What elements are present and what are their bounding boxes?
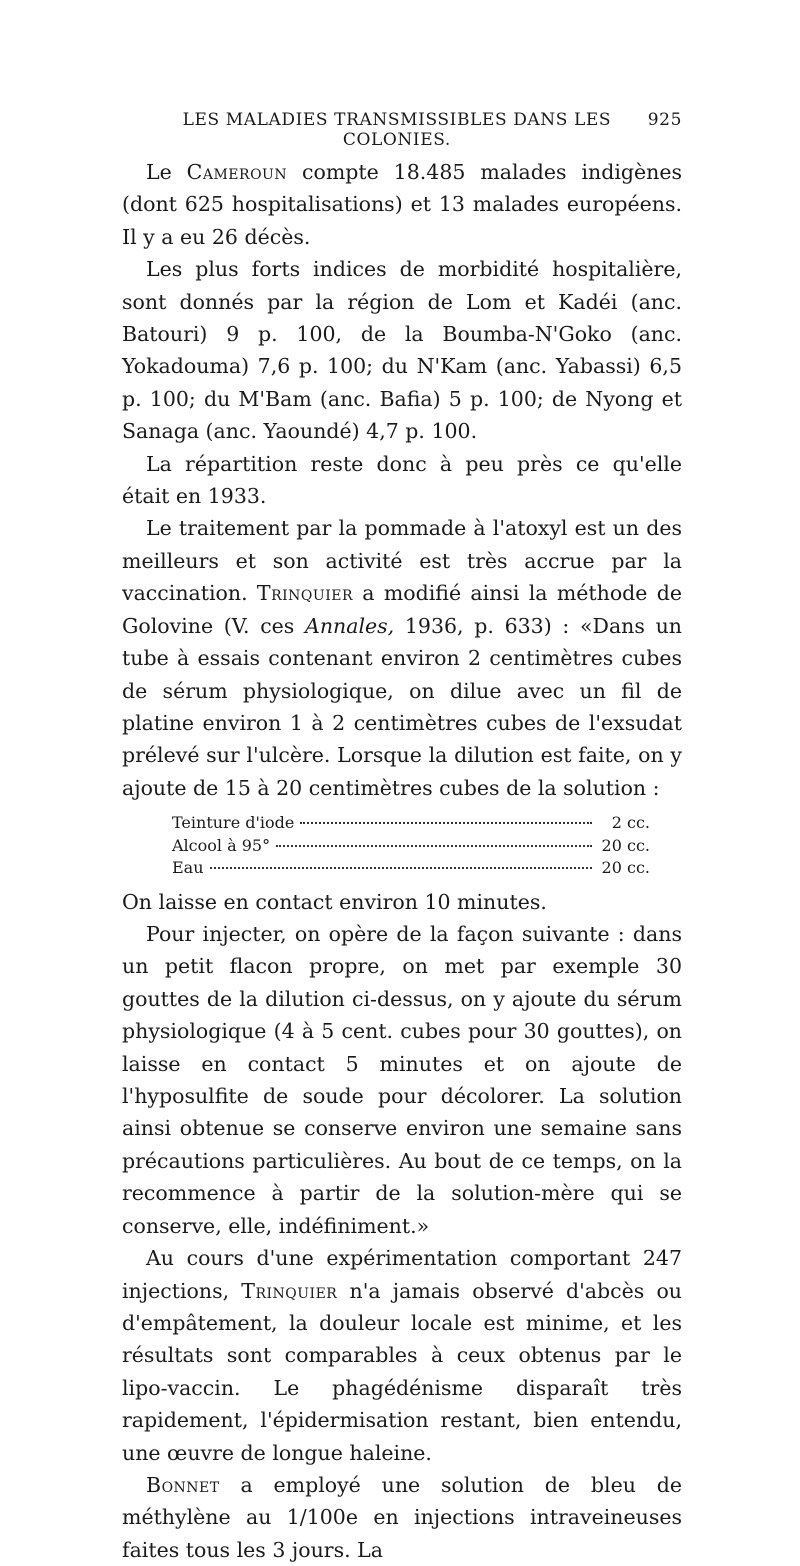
ingredient-name: Alcool à 95° [172,835,271,855]
paragraph-experiment: Au cours d'une expérimentation comportant 247 injections, Trinquier n'a jamais observé d'abcès ou d'empâtement, la douleur locale est minime, et les résultats sont comparables à ceux obtenus par le lipo-vaccin. Le phagédénisme disparaît très rapidement, l'épidermisation restant, bien entendu, une œuvre de longue haleine. [122,1246,682,1465]
ingredient-qty: 20 cc. [601,835,650,855]
document-page [122,110,682,1566]
paragraph-bonnet: Bonnet a employé une solution de bleu de méthylène au 1/100e en injections intraveineuses faites tous les 3 jours. La [122,1472,682,1562]
ingredient-qty: 2 cc. [611,813,650,833]
paragraph-contact: On laisse en contact environ 10 minutes. [122,889,547,914]
journal-title: Annales, [305,613,395,638]
leader-dots [210,867,592,869]
page-number: 925 [647,110,682,130]
leader-dots [300,822,592,824]
paragraph-morbidity: Les plus forts indices de morbidité hospitalière, sont donnés par la région de Lom et Kadéi (anc. Batouri) 9 p. 100, de la Boumba-N'Goko (anc. Yokadouma) 7,6 p. 100; du N'Kam (anc. Yabassi) 6,5 p. 100; du M'Bam (anc. Bafia) 5 p. 100; de Nyong et Sanaga (anc. Yaoundé) 4,7 p. 100. [122,257,682,444]
recipe-row [172,857,650,880]
leader-dots [276,845,592,847]
paragraph-injection: Pour injecter, on opère de la façon suivante : dans un petit flacon propre, on met par exemple 30 gouttes de la dilution ci-dessus, on y ajoute du sérum physiologique (4 à 5 cent. cubes pour 30 gouttes), on laisse en contact 5 minutes et on ajoute de l'hyposulfite de soude pour décolorer. La solution ainsi obtenue se conserve environ une semaine sans précautions particulières. Au bout de ce temps, on la recommence à partir de la solution-mère qui se conserve, elle, indéfiniment.» [122,922,682,1238]
paragraph-cameroun: Le Cameroun compte 18.485 malades indigènes (dont 625 hospitalisations) et 13 malades européens. Il y a eu 26 décès. [122,160,683,249]
ingredient-name: Eau [172,858,204,878]
paragraph-treatment: Le traitement par la pommade à l'atoxyl est un des meilleurs et son activité est très accrue par la vaccination. Trinquier a modifié ainsi la méthode de Golovine (V. ces Annales, 1936, p. 633) : «Dans un tube à essais contenant environ 2 centimètres cubes de sérum physiologique, on dilue avec un fil de platine environ 1 à 2 centimètres cubes de l'exsudat prélevé sur l'ulcère. Lorsque la dilution est faite, on y ajoute de 15 à 20 centimètres cubes de la solution : [122,516,682,800]
ingredient-qty: 20 cc. [601,858,650,878]
running-title: LES MALADIES TRANSMISSIBLES DANS LES COLONIES. [182,110,612,150]
recipe-table [172,812,650,880]
author-name: Trinquier [256,581,353,606]
author-name: Bonnet [146,1472,220,1497]
ingredient-name: Teinture d'iode [172,813,295,833]
recipe-row [172,812,650,835]
author-name: Trinquier [241,1278,338,1303]
paragraph-repartition: La répartition reste donc à peu près ce qu'elle était en 1933. [122,451,682,509]
place-name: Cameroun [186,160,288,184]
recipe-row [172,835,650,858]
running-header [122,110,682,150]
